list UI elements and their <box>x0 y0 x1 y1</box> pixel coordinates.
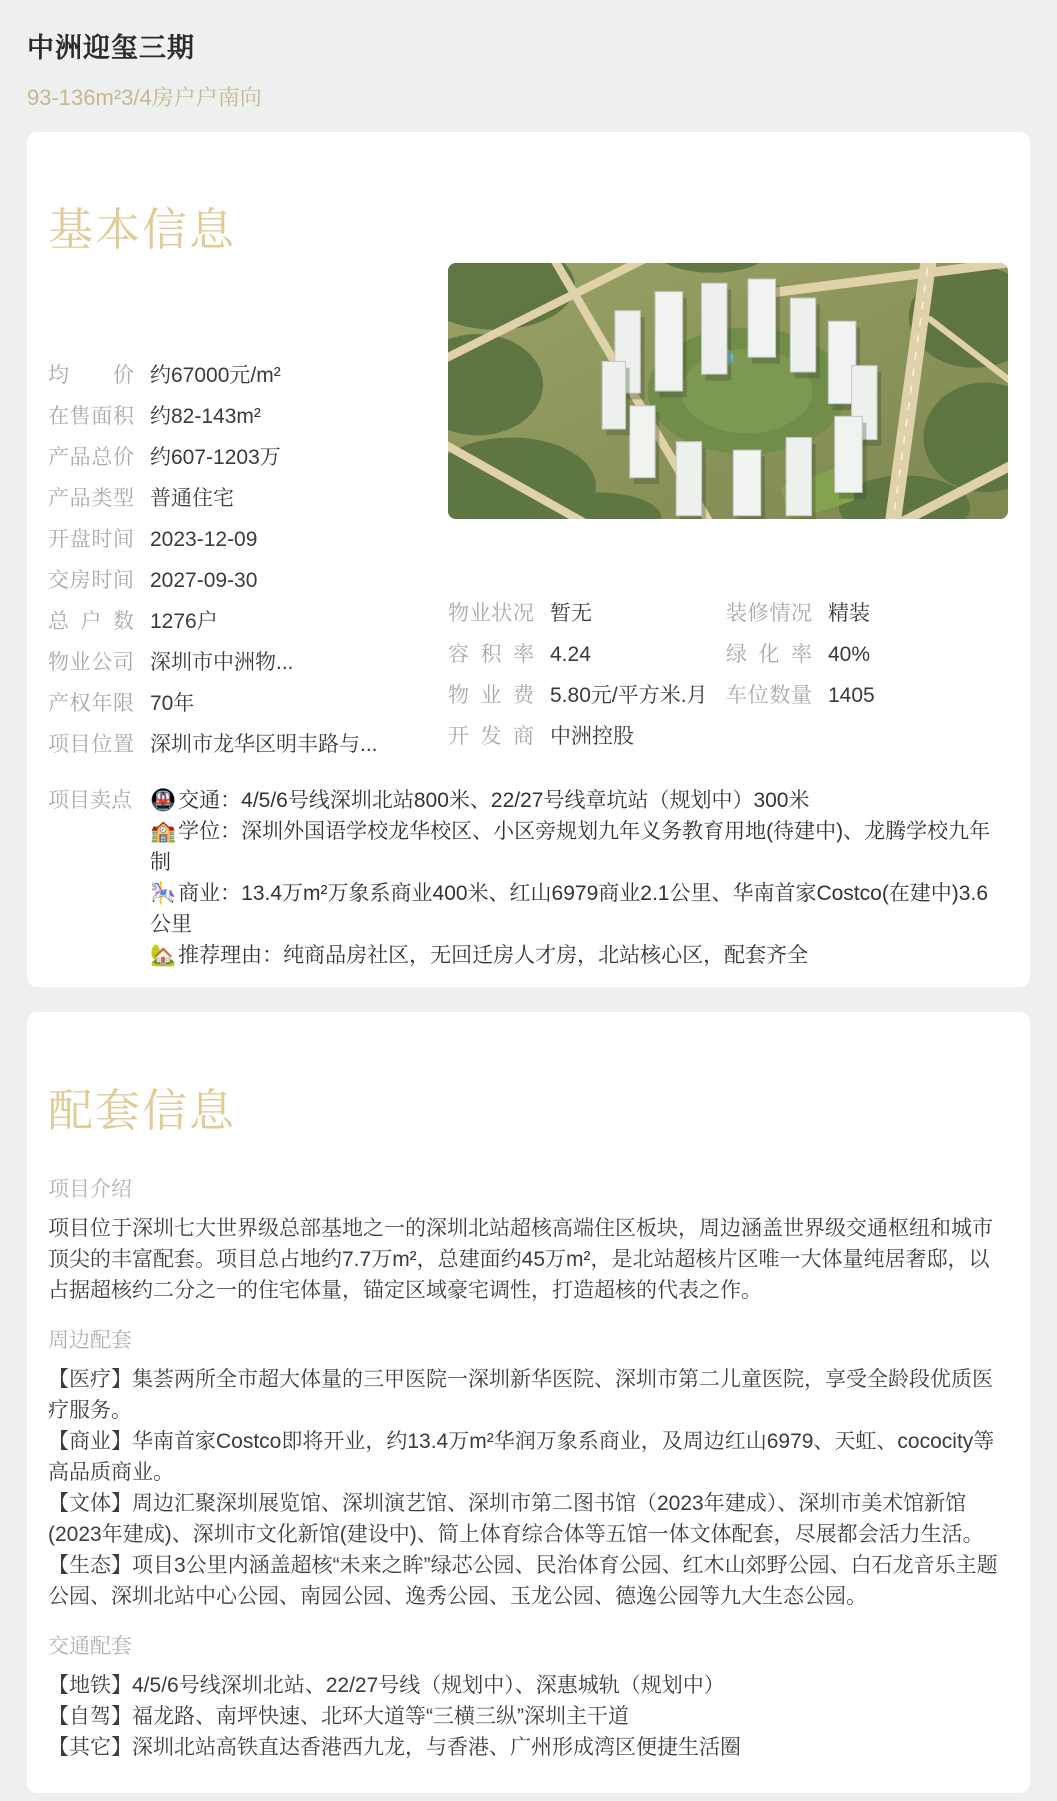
field-label: 物业公司 <box>48 650 134 674</box>
basic-info-columns <box>48 293 1008 775</box>
field-label: 项目位置 <box>48 732 134 756</box>
transport-other-paragraph: 【其它】深圳北站高铁直达香港西九龙，与香港、广州形成湾区便捷生活圈 <box>48 1736 741 1760</box>
field-row <box>48 365 448 387</box>
field-label: 绿化率 <box>726 642 812 666</box>
transport-metro-paragraph: 【地铁】4/5/6号线深圳北站、22/27号线（规划中）、深惠城轨（规划中） <box>48 1674 725 1698</box>
field-value: 约607-1203万 <box>150 445 281 469</box>
metro-icon: 🚇 <box>150 788 177 812</box>
selling-point-text: 推荐理由：纯商品房社区，无回迁房人才房，北站核心区，配套齐全 <box>178 943 809 967</box>
field-label: 容积率 <box>448 642 534 666</box>
field-value: 深圳市龙华区明丰路与... <box>150 732 378 756</box>
amenities-card <box>27 1012 1030 1794</box>
page-title: 中洲迎玺三期 <box>27 33 195 63</box>
field-value: 5.80元/平方米.月 <box>550 683 708 707</box>
field-value: 约82-143m² <box>150 404 261 428</box>
field-row <box>48 734 448 756</box>
aerial-rendering-graphic <box>448 263 1008 519</box>
amenity-culture-paragraph: 【文体】周边汇聚深圳展览馆、深圳演艺馆、深圳市第二图书馆（2023年建成）、深圳市美术馆新馆(2023年建成)、深圳市文化新馆(建设中)、简上体育综合体等五馆一体文体配套，尽展都会活力生活。 <box>48 1492 984 1547</box>
field-label: 车位数量 <box>726 683 812 707</box>
carousel-horse-icon: 🎠 <box>150 881 177 905</box>
basic-info-left-column <box>48 293 448 775</box>
field-value: 2027-09-30 <box>150 568 258 592</box>
field-label: 产权年限 <box>48 691 134 715</box>
field-row <box>726 726 1008 748</box>
selling-points-content <box>150 785 1008 971</box>
field-row <box>726 644 1008 666</box>
selling-point-transport <box>150 785 1008 816</box>
field-value: 暂无 <box>550 601 592 625</box>
selling-point-text: 学位：深圳外国语学校龙华校区、小区旁规划九年义务教育用地(待建中)、龙腾学校九年制 <box>150 819 991 874</box>
selling-points-label: 项目卖点 <box>48 788 132 812</box>
field-value: 2023-12-09 <box>150 527 258 551</box>
field-row <box>48 447 448 469</box>
field-row <box>448 644 726 666</box>
project-intro-paragraph: 项目位于深圳七大世界级总部基地之一的深圳北站超核高端住区板块，周边涵盖世界级交通枢纽和城市顶尖的丰富配套。项目总占地约7.7万m²，总建面约45万m²，是北站超核片区唯一大体量纯居奢邸，以占据超核约二分之一的住宅体量，锚定区域豪宅调性，打造超核的代表之作。 <box>48 1217 993 1303</box>
school-icon: 🏫 <box>150 819 177 843</box>
field-label: 装修情况 <box>726 601 812 625</box>
page-subtitle: 93-136m²3/4房户户南向 <box>27 85 262 110</box>
field-row <box>448 603 726 625</box>
field-row <box>726 603 1008 625</box>
amenity-commerce-paragraph: 【商业】华南首家Costco即将开业，约13.4万m²华润万象系商业，及周边红山6979、天虹、cococity等高品质商业。 <box>48 1430 995 1485</box>
basic-info-card <box>27 132 1030 987</box>
field-row <box>48 406 448 428</box>
field-value: 普通住宅 <box>150 486 234 510</box>
selling-point-text: 商业：13.4万m²万象系商业400米、红山6979商业2.1公里、华南首家Costco(在建中)3.6公里 <box>150 881 988 936</box>
amenities-title: 配套信息 <box>48 1085 237 1137</box>
subheading-transport-amenities: 交通配套 <box>48 1635 132 1659</box>
field-value: 约67000元/m² <box>150 363 281 387</box>
field-label: 物业费 <box>448 683 534 707</box>
field-value: 1276户 <box>150 609 218 633</box>
field-label: 产品类型 <box>48 486 134 510</box>
field-label: 开发商 <box>448 724 534 748</box>
field-row <box>48 570 448 592</box>
house-icon: 🏡 <box>150 943 177 967</box>
field-value: 40% <box>828 642 871 666</box>
field-value: 1405 <box>828 683 875 707</box>
field-label: 物业状况 <box>448 601 534 625</box>
selling-point-commerce <box>150 878 1008 940</box>
field-row <box>48 652 448 674</box>
field-label: 均价 <box>48 363 134 387</box>
field-label: 在售面积 <box>48 404 134 428</box>
subheading-project-intro: 项目介绍 <box>48 1178 132 1202</box>
amenity-ecology-paragraph: 【生态】项目3公里内涵盖超核“未来之眸”绿芯公园、民治体育公园、红木山郊野公园、白石龙音乐主题公园、深圳北站中心公园、南园公园、逸秀公园、玉龙公园、德逸公园等九大生态公园。 <box>48 1554 998 1609</box>
field-value: 中洲控股 <box>550 724 634 748</box>
basic-info-right-column <box>448 263 1008 775</box>
field-row <box>48 488 448 510</box>
subheading-surrounding-amenities: 周边配套 <box>48 1329 132 1353</box>
selling-point-recommendation <box>150 940 1008 971</box>
field-label: 开盘时间 <box>48 527 134 551</box>
field-value: 深圳市中洲物... <box>150 650 294 674</box>
field-row <box>48 693 448 715</box>
field-row <box>726 685 1008 707</box>
field-row <box>48 529 448 551</box>
amenity-medical-paragraph: 【医疗】集荟两所全市超大体量的三甲医院一深圳新华医院、深圳市第二儿童医院，享受全龄段优质医疗服务。 <box>48 1368 993 1423</box>
selling-point-school <box>150 816 1008 878</box>
transport-driving-paragraph: 【自驾】福龙路、南坪快速、北环大道等“三横三纵”深圳主干道 <box>48 1705 629 1729</box>
page-header <box>0 0 1057 132</box>
field-value: 精装 <box>828 601 870 625</box>
selling-points <box>48 785 1008 971</box>
field-value: 4.24 <box>550 642 591 666</box>
field-row <box>448 685 726 707</box>
basic-info-title: 基本信息 <box>48 204 237 256</box>
field-row <box>48 611 448 633</box>
field-label: 产品总价 <box>48 445 134 469</box>
selling-point-text: 交通：4/5/6号线深圳北站800米、22/27号线章坑站（规划中）300米 <box>178 788 810 812</box>
field-row <box>448 726 726 748</box>
field-label: 交房时间 <box>48 568 134 592</box>
field-label: 总户数 <box>48 609 134 633</box>
basic-info-right-fields <box>448 603 1008 767</box>
property-aerial-image[interactable] <box>448 263 1008 519</box>
field-value: 70年 <box>150 691 195 715</box>
